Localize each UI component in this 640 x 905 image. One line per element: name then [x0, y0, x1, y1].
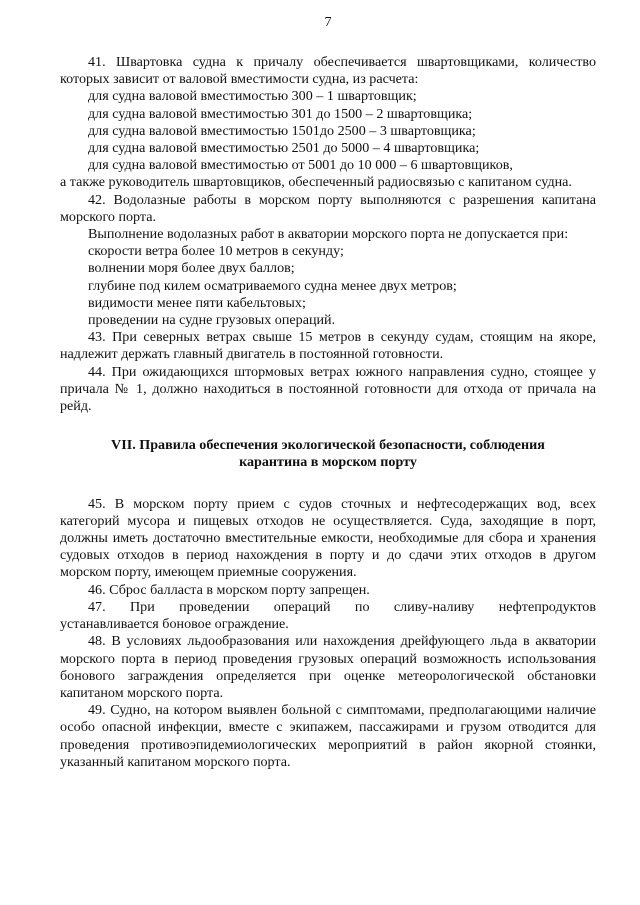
paragraph-42: 42. Водолазные работы в морском порту выполняются с разрешения капитана морского порта.	[60, 191, 596, 225]
paragraph-47-line-2: устанавливается боновое ограждение.	[60, 616, 289, 633]
section-heading-line-2: карантина в морском порту	[239, 454, 417, 471]
paragraph-41-intro: 41. Швартовка судна к причалу обеспечивается швартовщиками, количество которых зависит от валовой вместимости судна, из расчета:	[60, 54, 596, 88]
list-item: для судна валовой вместимостью от 5001 до 10 000 – 6 швартовщиков,	[88, 157, 513, 174]
list-item: для судна валовой вместимостью 301 до 1500 – 2 швартовщика;	[88, 105, 473, 122]
paragraph-44: 44. При ожидающихся штормовых ветрах южного направления судно, стоящее у причала № 1, должно находиться в постоянной готовности для отхода от причала на рейд.	[60, 363, 596, 415]
paragraph-49: 49. Судно, на котором выявлен больной с симптомами, предполагающими наличие особо опасной инфекции, вместе с экипажем, пассажирами и грузом отводится для проведения противоэпидемиологических мероприятий в район якорной стоянки, указанный капитаном морского порта.	[60, 702, 596, 770]
paragraph-48: 48. В условиях льдообразования или нахождения дрейфующего льда в акватории морского порта в период проведения грузовых операций возможность использования бонового заграждения определяется при оценке метеорологической обстановки капитаном морского порта.	[60, 633, 596, 701]
list-item: видимости менее пяти кабельтовых;	[88, 294, 306, 311]
paragraph-47-line-1: 47. При проведении операций по сливу-наливу нефтепродуктов	[88, 598, 596, 615]
paragraph-42-ban-intro: Выполнение водолазных работ в акватории морского порта не допускается при:	[88, 226, 569, 243]
section-heading	[60, 437, 596, 471]
list-item: глубине под килем осматриваемого судна менее двух метров;	[88, 277, 457, 294]
paragraph-43: 43. При северных ветрах свыше 15 метров в секунду судам, стоящим на якоре, надлежит держать главный двигатель в постоянной готовности.	[60, 329, 596, 363]
list-item: волнении моря более двух баллов;	[88, 260, 295, 277]
list-item: для судна валовой вместимостью 1501до 2500 – 3 швартовщика;	[88, 122, 476, 139]
paragraph-45: 45. В морском порту прием с судов сточных и нефтесодержащих вод, всех категорий мусора и пищевых отходов не осуществляется. Суда, заходящие в порт, должны иметь достаточно вместительные емкости, необходимые для сбора и хранения судовых отходов в период нахождения в порту и до сдачи этих отходов в другом морском порту, имеющем приемные сооружения.	[60, 495, 596, 581]
list-item: проведении на судне грузовых операций.	[88, 312, 336, 329]
list-item: для судна валовой вместимостью 2501 до 5000 – 4 швартовщика;	[88, 140, 480, 157]
paragraph-41-tail: а также руководитель швартовщиков, обеспеченный радиосвязью с капитаном судна.	[60, 174, 572, 191]
list-item: для судна валовой вместимостью 300 – 1 швартовщик;	[88, 88, 417, 105]
list-item: скорости ветра более 10 метров в секунду;	[88, 243, 344, 260]
paragraph-46: 46. Сброс балласта в морском порту запрещен.	[88, 581, 370, 598]
page-number: 7	[324, 15, 332, 30]
section-heading-line-1: VII. Правила обеспечения экологической безопасности, соблюдения	[111, 437, 545, 454]
